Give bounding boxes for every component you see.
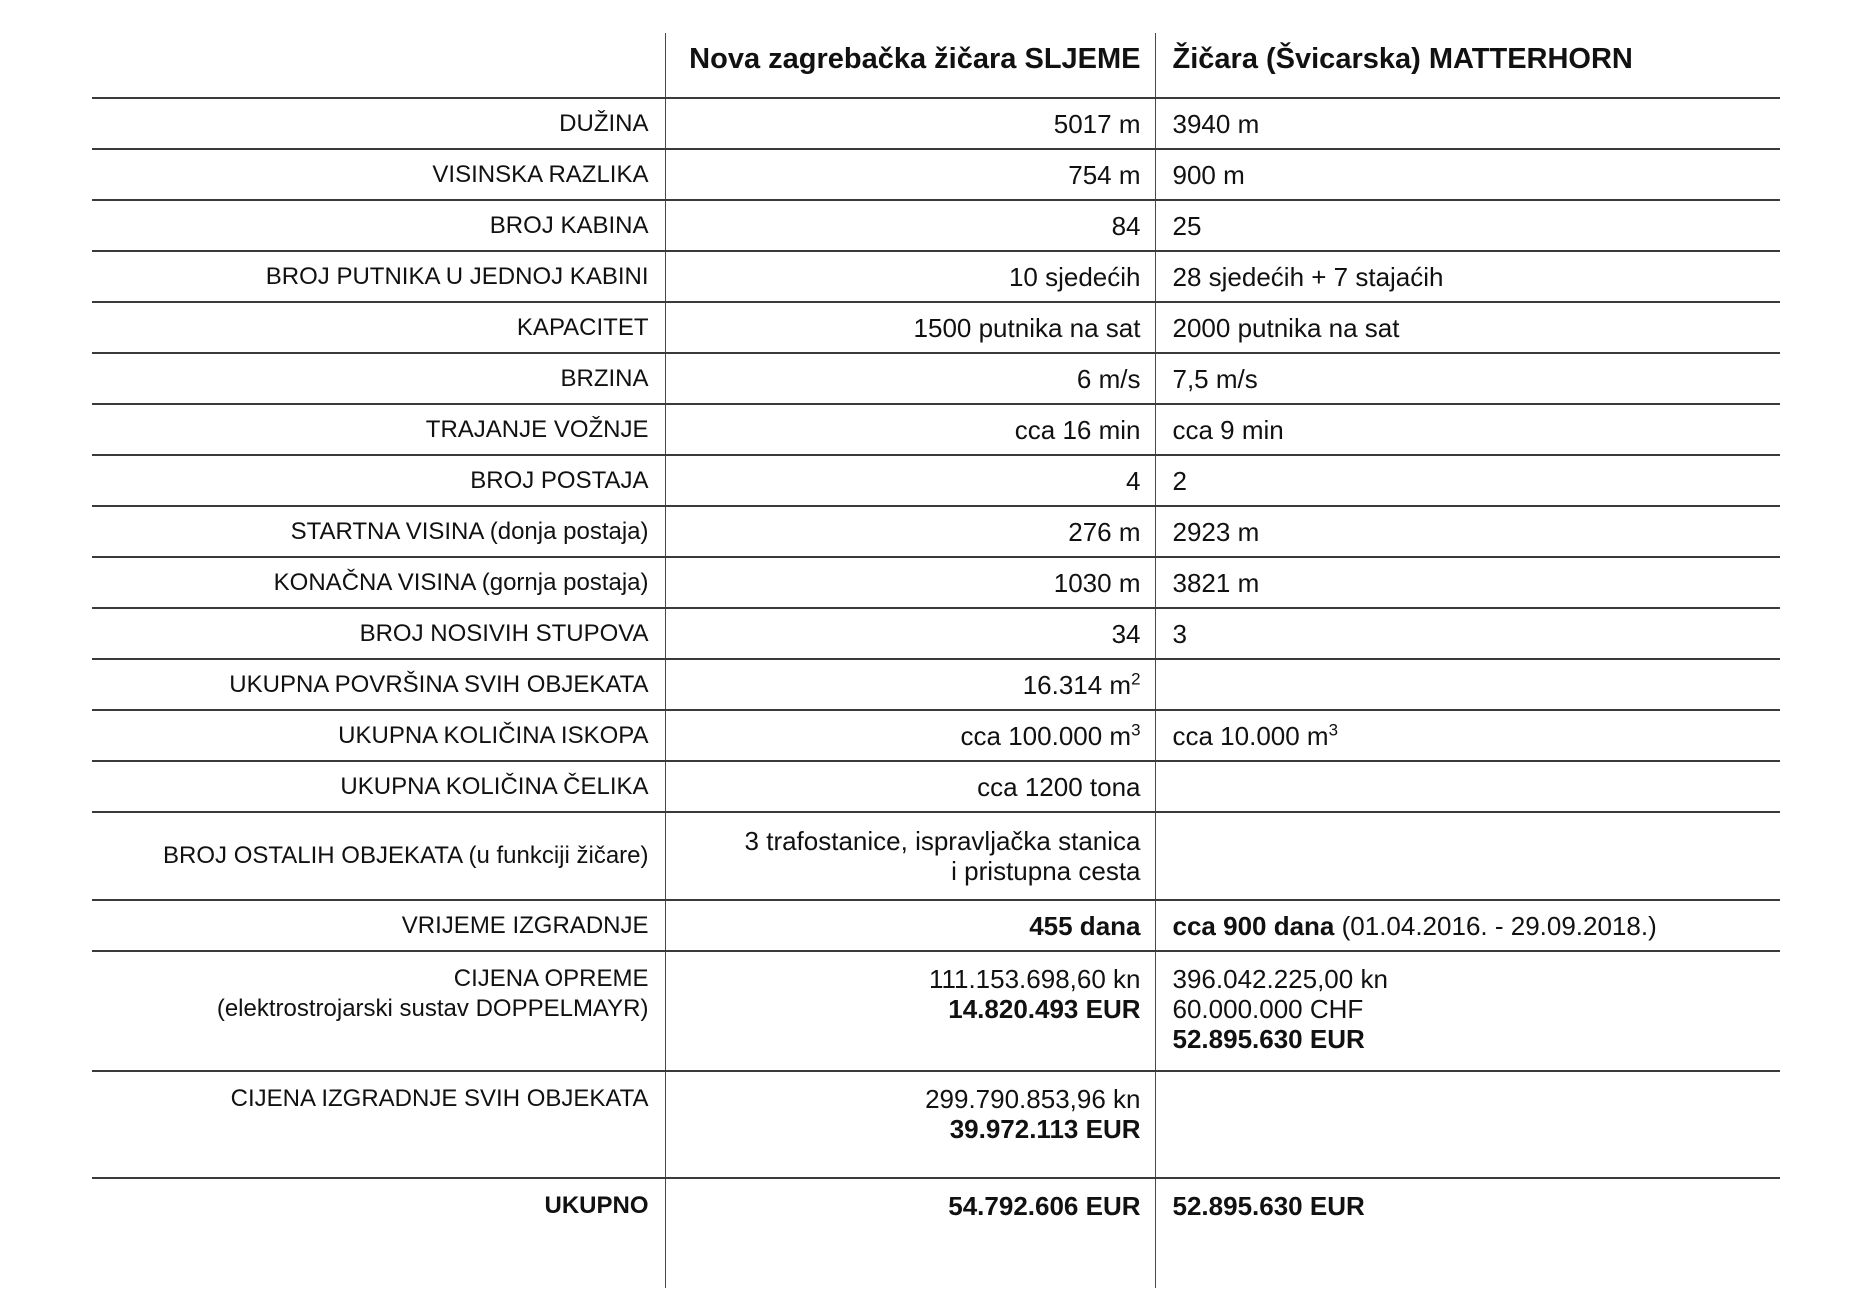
cell-line <box>92 619 649 649</box>
cell-line <box>666 772 1141 802</box>
table-row <box>92 1178 1780 1288</box>
text-run: DUŽINA <box>559 109 649 137</box>
row-label <box>92 812 665 900</box>
cell-line <box>666 466 1141 496</box>
text-run: 2923 m <box>1172 516 1260 547</box>
value-sljeme <box>665 302 1155 353</box>
text-run: 6 m/s <box>1076 363 1141 394</box>
text-run: 276 m <box>1068 516 1141 547</box>
row-label <box>92 1178 665 1288</box>
cable-car-comparison-table <box>92 33 1780 1288</box>
row-label <box>92 506 665 557</box>
cell-line <box>1173 619 1781 649</box>
column-header-sljeme: Nova zagrebačka žičara SLJEME <box>665 33 1155 98</box>
row-label <box>92 951 665 1071</box>
column-header-matterhorn: Žičara (Švicarska) MATTERHORN <box>1155 33 1780 98</box>
text-run: 3 trafostanice, ispravljačka stanica <box>744 826 1141 856</box>
text-run: KAPACITET <box>516 313 649 341</box>
text-run: CIJENA IZGRADNJE SVIH OBJEKATA <box>230 1085 649 1112</box>
value-sljeme <box>665 98 1155 149</box>
text-run: cca 10.000 m <box>1172 720 1329 751</box>
cell-line <box>1173 721 1781 751</box>
superscript: 3 <box>1131 719 1141 739</box>
value-matterhorn <box>1155 659 1780 710</box>
cell-line <box>92 1084 649 1114</box>
table-row <box>92 608 1780 659</box>
cell-line <box>666 109 1141 139</box>
text-run: BROJ OSTALIH OBJEKATA (u funkciji žičare) <box>163 842 649 869</box>
text-run: 60.000.000 CHF <box>1172 994 1364 1024</box>
cell-line <box>92 262 649 292</box>
table-row <box>92 951 1780 1071</box>
value-matterhorn <box>1155 251 1780 302</box>
value-matterhorn <box>1155 404 1780 455</box>
table-row <box>92 900 1780 951</box>
cell-line <box>1173 313 1781 343</box>
cell-line <box>666 721 1141 751</box>
row-label <box>92 353 665 404</box>
value-sljeme <box>665 812 1155 900</box>
cell-line <box>92 772 649 802</box>
cell-line <box>666 415 1141 445</box>
value-matterhorn <box>1155 761 1780 812</box>
row-label <box>92 608 665 659</box>
value-matterhorn <box>1155 200 1780 251</box>
cell-line <box>92 841 649 871</box>
cell-line <box>666 856 1141 886</box>
cell-line <box>92 964 649 994</box>
cell-line <box>1173 964 1781 994</box>
text-run: 14.820.493 EUR <box>948 994 1141 1024</box>
cell-line <box>92 313 649 343</box>
cell-line <box>1173 568 1781 598</box>
cell-line <box>92 721 649 751</box>
text-run: UKUPNA POVRŠINA SVIH OBJEKATA <box>229 670 649 698</box>
table-row <box>92 506 1780 557</box>
text-run: (elektrostrojarski sustav DOPPELMAYR) <box>216 995 649 1022</box>
row-label <box>92 1071 665 1178</box>
cell-line <box>92 364 649 394</box>
value-matterhorn <box>1155 608 1780 659</box>
value-matterhorn <box>1155 1071 1780 1178</box>
cell-line <box>1173 517 1781 547</box>
text-run: cca 1200 tona <box>977 771 1141 802</box>
cell-line <box>1173 415 1781 445</box>
text-run: 52.895.630 EUR <box>1172 1024 1365 1054</box>
cell-line <box>92 517 649 547</box>
table-row <box>92 149 1780 200</box>
value-sljeme <box>665 149 1155 200</box>
text-run: 7,5 m/s <box>1172 363 1258 394</box>
value-matterhorn <box>1155 98 1780 149</box>
cell-line <box>666 994 1141 1024</box>
text-run: 111.153.698,60 kn <box>928 964 1141 994</box>
value-sljeme <box>665 455 1155 506</box>
text-run: STARTNA VISINA (donja postaja) <box>290 517 649 545</box>
superscript: 3 <box>1328 719 1338 739</box>
value-sljeme <box>665 506 1155 557</box>
text-run: cca 900 dana <box>1172 910 1335 941</box>
row-label <box>92 98 665 149</box>
row-label <box>92 200 665 251</box>
cell-line <box>1173 160 1781 190</box>
text-run: 34 <box>1111 618 1141 649</box>
value-sljeme <box>665 200 1155 251</box>
text-run: 2000 putnika na sat <box>1172 312 1400 343</box>
text-run: CIJENA OPREME <box>453 965 649 992</box>
value-matterhorn <box>1155 900 1780 951</box>
cell-line <box>1173 911 1781 941</box>
text-run: 39.972.113 EUR <box>949 1114 1141 1144</box>
value-sljeme <box>665 353 1155 404</box>
cell-line <box>92 415 649 445</box>
cell-line <box>1173 1191 1781 1221</box>
cell-line <box>92 109 649 139</box>
cell-line <box>92 1191 649 1221</box>
cell-line <box>666 313 1141 343</box>
table-header <box>92 33 1780 98</box>
table-row <box>92 200 1780 251</box>
text-run: 25 <box>1172 210 1202 241</box>
text-run: 455 dana <box>1029 910 1141 941</box>
text-run: 16.314 m <box>1022 669 1132 700</box>
table-row <box>92 353 1780 404</box>
table-row <box>92 710 1780 761</box>
text-run: KONAČNA VISINA (gornja postaja) <box>273 568 649 596</box>
cell-line <box>666 1084 1141 1114</box>
text-run: 54.792.606 EUR <box>948 1191 1141 1221</box>
header-empty-cell <box>92 33 665 98</box>
text-run: 10 sjedećih <box>1008 261 1141 292</box>
cell-line <box>666 619 1141 649</box>
value-sljeme <box>665 761 1155 812</box>
cell-line <box>666 826 1141 856</box>
value-matterhorn <box>1155 506 1780 557</box>
text-run: 3940 m <box>1172 108 1260 139</box>
value-matterhorn <box>1155 1178 1780 1288</box>
text-run: 299.790.853,96 kn <box>925 1084 1141 1114</box>
table-row <box>92 761 1780 812</box>
header-row <box>92 33 1780 98</box>
cell-line <box>666 911 1141 941</box>
text-run: UKUPNA KOLIČINA ISKOPA <box>338 721 649 749</box>
row-label <box>92 900 665 951</box>
text-run: 754 m <box>1068 159 1141 190</box>
text-run: cca 100.000 m <box>960 720 1132 751</box>
cell-line <box>1173 466 1781 496</box>
cell-line <box>92 911 649 941</box>
cell-line <box>92 211 649 241</box>
table-row <box>92 1071 1780 1178</box>
value-sljeme <box>665 1178 1155 1288</box>
text-run: 2 <box>1172 465 1187 496</box>
row-label <box>92 302 665 353</box>
cell-line <box>666 1114 1141 1144</box>
text-run: BROJ NOSIVIH STUPOVA <box>359 619 649 647</box>
cell-line <box>92 466 649 496</box>
comparison-table-container <box>92 33 1780 1288</box>
value-matterhorn <box>1155 149 1780 200</box>
cell-line <box>666 1191 1141 1221</box>
value-sljeme <box>665 659 1155 710</box>
value-sljeme <box>665 900 1155 951</box>
table-row <box>92 302 1780 353</box>
cell-line <box>1173 364 1781 394</box>
text-run: i pristupna cesta <box>951 856 1141 886</box>
superscript: 2 <box>1131 668 1141 688</box>
table-row <box>92 455 1780 506</box>
row-label <box>92 404 665 455</box>
table-row <box>92 98 1780 149</box>
text-run: 396.042.225,00 kn <box>1172 964 1388 994</box>
cell-line <box>1173 262 1781 292</box>
cell-line <box>666 211 1141 241</box>
cell-line <box>666 262 1141 292</box>
row-label <box>92 710 665 761</box>
text-run: BROJ KABINA <box>489 211 649 239</box>
table-row <box>92 404 1780 455</box>
cell-line <box>1173 109 1781 139</box>
cell-line <box>1173 211 1781 241</box>
cell-line <box>92 568 649 598</box>
value-sljeme <box>665 951 1155 1071</box>
text-run: 900 m <box>1172 159 1245 190</box>
text-run: VISINSKA RAZLIKA <box>432 160 649 188</box>
row-label <box>92 557 665 608</box>
value-matterhorn <box>1155 353 1780 404</box>
text-run: cca 9 min <box>1172 414 1284 445</box>
row-label <box>92 149 665 200</box>
value-matterhorn <box>1155 710 1780 761</box>
value-matterhorn <box>1155 455 1780 506</box>
cell-line <box>92 160 649 190</box>
text-run: 4 <box>1126 465 1141 496</box>
text-run: 5017 m <box>1053 108 1141 139</box>
row-label <box>92 659 665 710</box>
text-run: 1500 putnika na sat <box>913 312 1141 343</box>
cell-line <box>666 568 1141 598</box>
text-run: UKUPNA KOLIČINA ČELIKA <box>340 772 649 800</box>
table-row <box>92 251 1780 302</box>
value-sljeme <box>665 251 1155 302</box>
text-run: (01.04.2016. - 29.09.2018.) <box>1334 910 1657 941</box>
cell-line <box>92 994 649 1024</box>
value-sljeme <box>665 1071 1155 1178</box>
text-run: BRZINA <box>560 364 649 392</box>
value-sljeme <box>665 404 1155 455</box>
text-run: 1030 m <box>1053 567 1141 598</box>
value-sljeme <box>665 608 1155 659</box>
comparison-table-body <box>92 98 1780 1288</box>
cell-line <box>666 160 1141 190</box>
text-run: TRAJANJE VOŽNJE <box>425 415 649 443</box>
text-run: 52.895.630 EUR <box>1172 1191 1365 1221</box>
text-run: 3821 m <box>1172 567 1260 598</box>
table-row <box>92 557 1780 608</box>
text-run: 84 <box>1111 210 1141 241</box>
row-label <box>92 455 665 506</box>
cell-line <box>92 670 649 700</box>
cell-line <box>666 517 1141 547</box>
text-run: cca 16 min <box>1014 414 1141 445</box>
text-run: UKUPNO <box>544 1192 649 1219</box>
value-sljeme <box>665 557 1155 608</box>
table-row <box>92 659 1780 710</box>
cell-line <box>666 964 1141 994</box>
value-matterhorn <box>1155 951 1780 1071</box>
text-run: VRIJEME IZGRADNJE <box>401 911 649 939</box>
cell-line <box>1173 1024 1781 1054</box>
value-matterhorn <box>1155 302 1780 353</box>
cell-line <box>1173 994 1781 1024</box>
value-sljeme <box>665 710 1155 761</box>
text-run: 28 sjedećih + 7 stajaćih <box>1172 261 1444 292</box>
table-row <box>92 812 1780 900</box>
row-label <box>92 251 665 302</box>
cell-line <box>666 364 1141 394</box>
value-matterhorn <box>1155 812 1780 900</box>
cell-line <box>666 670 1141 700</box>
text-run: BROJ POSTAJA <box>470 466 649 494</box>
text-run: 3 <box>1172 618 1187 649</box>
row-label <box>92 761 665 812</box>
text-run: BROJ PUTNIKA U JEDNOJ KABINI <box>265 262 649 290</box>
value-matterhorn <box>1155 557 1780 608</box>
